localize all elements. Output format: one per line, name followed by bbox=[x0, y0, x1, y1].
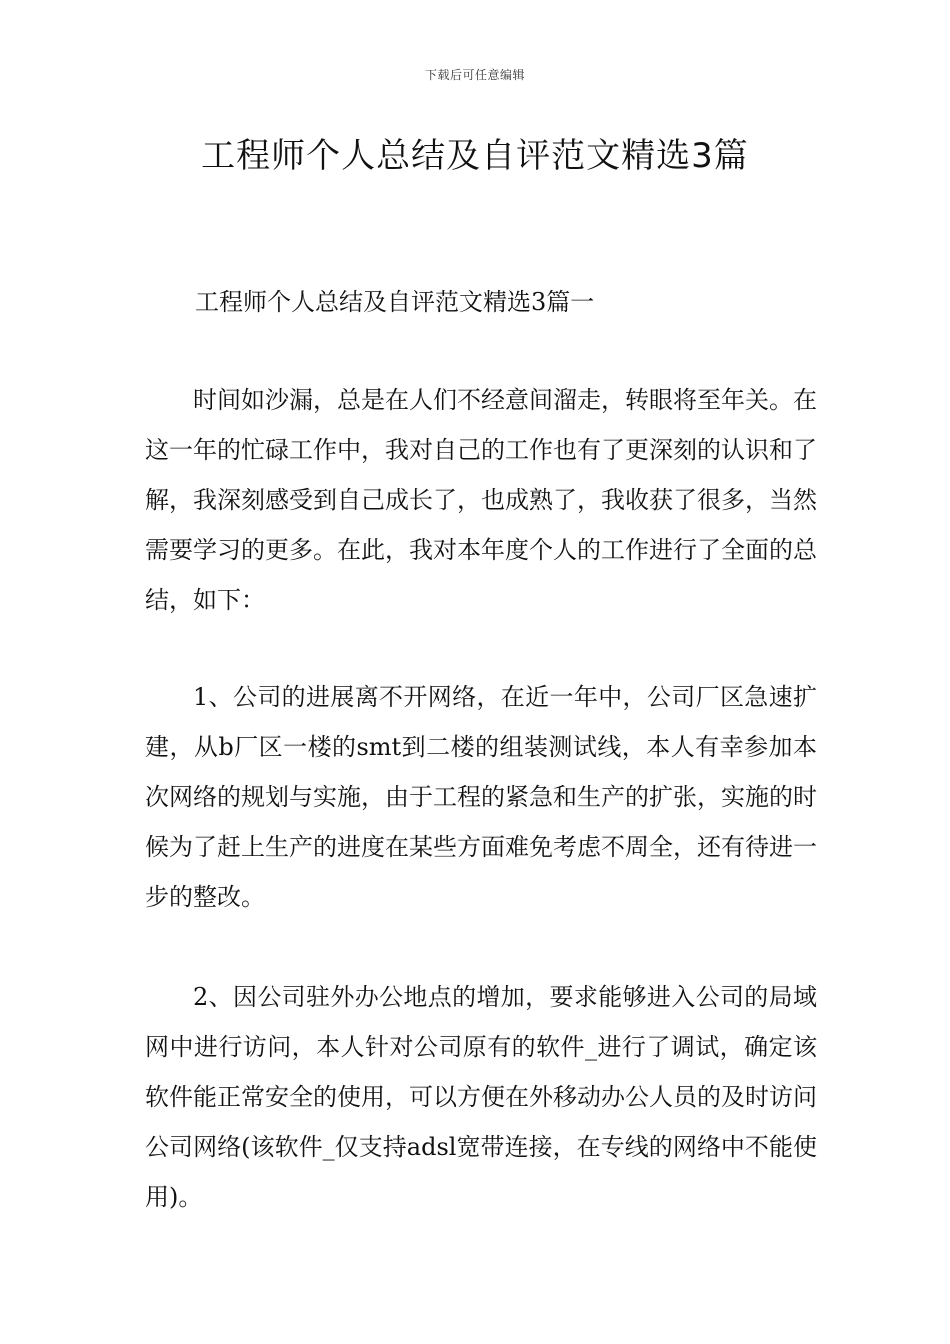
section-heading: 工程师个人总结及自评范文精选3篇一 bbox=[195, 288, 595, 316]
header-note: 下载后可任意编辑 bbox=[424, 68, 525, 82]
body-paragraph: 1、公司的进展离不开网络，在近一年中，公司厂区急速扩建，从b厂区一楼的smt到二楼的组装测试线，本人有幸参加本次网络的规划与实施，由于工程的紧急和生产的扩张，实施的时候为了赶上生产的进度在某些方面难免考虑不周全，还有待进一步的整改。 bbox=[145, 683, 817, 911]
body-paragraph: 时间如沙漏，总是在人们不经意间溜走，转眼将至年关。在这一年的忙碌工作中，我对自己的工作也有了更深刻的认识和了解，我深刻感受到自己成长了，也成熟了，我收获了很多，当然需要学习的更多。在此，我对本年度个人的工作进行了全面的总结，如下： bbox=[145, 386, 817, 614]
body-paragraph: 2、因公司驻外办公地点的增加，要求能够进入公司的局域网中进行访问，本人针对公司原有的软件_进行了调试，确定该软件能正常安全的使用，可以方便在外移动办公人员的及时访问公司网络(该软件_仅支持adsl宽带连接，在专线的网络中不能使用)。 bbox=[145, 983, 817, 1211]
document-title: 工程师个人总结及自评范文精选3篇 bbox=[201, 136, 749, 176]
